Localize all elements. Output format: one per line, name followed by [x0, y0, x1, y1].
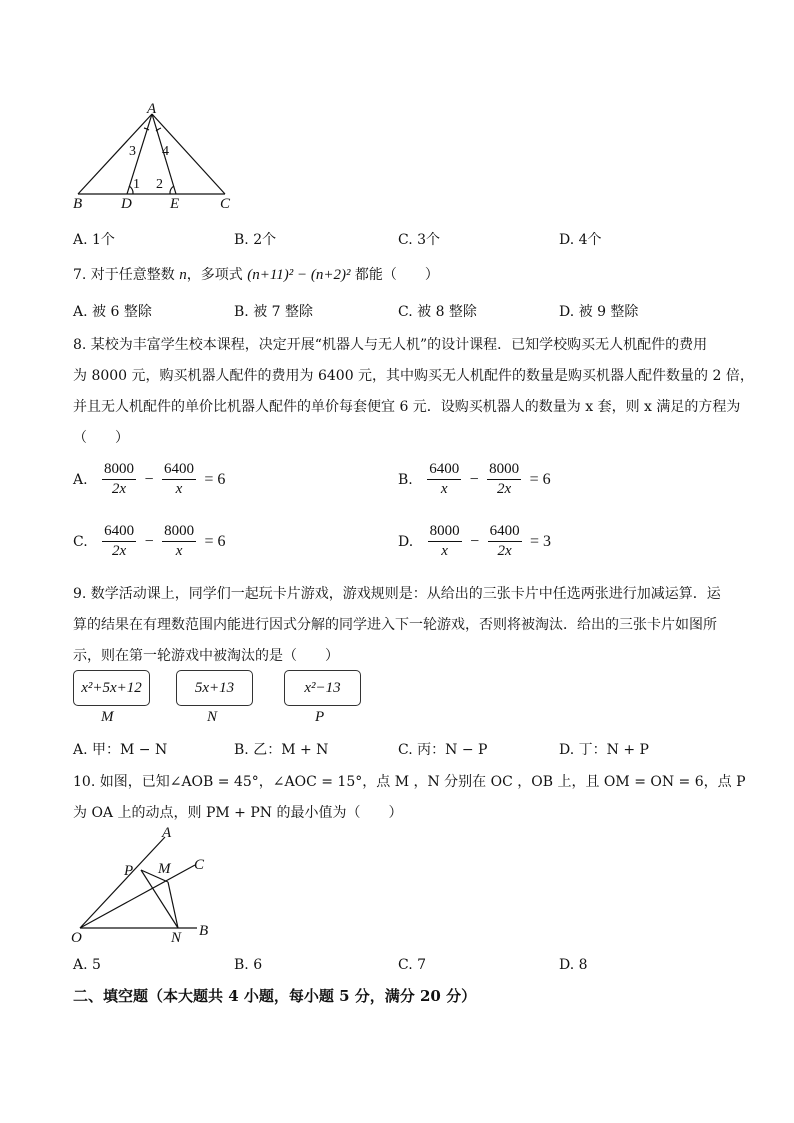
q8-line-2: 为 8000 元，购买机器人配件的费用为 6400 元，其中购买无人机配件的数量是购买机器人配件数量的 2 倍， — [73, 368, 754, 384]
card-m — [73, 670, 150, 706]
denominator: x — [175, 543, 183, 559]
denominator: 2x — [111, 481, 127, 497]
q6-option-b[interactable]: B. 2个 — [234, 232, 277, 248]
label-angle-1: 1 — [133, 177, 140, 192]
q7-expression: (n+11)² − (n+2)² — [247, 267, 351, 283]
q7-option-a[interactable]: A. 被 6 整除 — [73, 304, 152, 320]
q8-option-a-label: A. — [73, 471, 88, 488]
label-c: C — [220, 196, 231, 212]
equation-rhs: = 6 — [529, 470, 551, 488]
fraction — [162, 523, 196, 560]
label-d: D — [121, 196, 132, 212]
denominator: x — [175, 481, 183, 497]
numerator: 6400 — [162, 461, 196, 480]
card-n — [176, 670, 253, 706]
q8-option-b[interactable] — [398, 461, 553, 498]
q7-stem — [73, 264, 439, 284]
denominator: 2x — [112, 543, 127, 559]
numerator: 8000 — [162, 523, 196, 542]
numerator: 6400 — [427, 461, 461, 480]
fraction — [427, 461, 461, 498]
minus-sign: − — [144, 532, 154, 550]
q7-option-d[interactable]: D. 被 9 整除 — [559, 304, 639, 320]
q8-option-a[interactable] — [73, 461, 227, 498]
card-p — [284, 670, 361, 706]
fraction — [162, 461, 196, 498]
ray-oc — [80, 865, 195, 928]
q8-option-b-label: B. — [398, 471, 413, 488]
q7-stem-prefix: 7. 对于任意整数 — [73, 267, 175, 283]
q7-option-c[interactable]: C. 被 8 整除 — [398, 304, 477, 320]
denominator: x — [440, 481, 448, 497]
q10-line-1: 10. 如图，已知∠AOB = 45°，∠AOC = 15°，点 M ，N 分别在 OC ，OB 上，且 OM = ON = 6，点 P — [73, 774, 746, 790]
q7-stem-mid: ，多项式 — [186, 267, 243, 283]
q10-option-a[interactable]: A. 5 — [73, 957, 101, 973]
q6-option-d[interactable]: D. 4个 — [559, 232, 602, 248]
fraction — [102, 461, 136, 498]
q8-line-3: 并且无人机配件的单价比机器人配件的单价每套便宜 6 元．设购买机器人的数量为 x 套，则 x 满足的方程为 — [73, 399, 741, 415]
q10-line-2: 为 OA 上的动点，则 PM + PN 的最小值为（ ） — [73, 805, 403, 821]
line-ab — [78, 114, 152, 194]
q10-option-c[interactable]: C. 7 — [398, 957, 427, 973]
label-angle-3: 3 — [129, 144, 136, 159]
label-n: N — [171, 930, 182, 946]
q9-line-3: 示，则在第一轮游戏中被淘汰的是（ ） — [73, 648, 339, 664]
card-m-expression: x²+5x+12 — [81, 680, 142, 696]
numerator: 8000 — [102, 461, 136, 480]
q9-option-c[interactable]: C. 丙：N − P — [398, 742, 488, 758]
minus-sign: − — [144, 470, 154, 488]
ray-oa — [80, 837, 165, 928]
q6-option-a[interactable]: A. 1个 — [73, 232, 115, 248]
fraction — [487, 461, 521, 498]
denominator: x — [441, 543, 448, 559]
fraction — [102, 523, 136, 560]
q9-line-1: 9. 数学活动课上，同学们一起玩卡片游戏，游戏规则是：从给出的三张卡片中任选两张进行加减运算．运 — [73, 586, 721, 602]
card-p-expression: x²−13 — [304, 680, 341, 696]
numerator: 8000 — [487, 461, 521, 480]
q7-option-b[interactable]: B. 被 7 整除 — [234, 304, 313, 320]
q8-option-d[interactable] — [398, 523, 553, 560]
q7-stem-suffix: 都能（ ） — [354, 267, 439, 283]
q9-option-b[interactable]: B. 乙：M + N — [234, 742, 329, 758]
triangle-figure — [65, 100, 245, 215]
label-e: E — [170, 196, 180, 212]
numerator: 6400 — [488, 523, 522, 542]
card-n-label: N — [207, 709, 218, 725]
q6-option-c[interactable]: C. 3个 — [398, 232, 441, 248]
label-c: C — [194, 857, 205, 873]
fraction — [488, 523, 522, 560]
denominator: 2x — [497, 481, 512, 497]
q8-option-d-label: D. — [398, 533, 414, 550]
numerator: 8000 — [428, 523, 462, 542]
equation-rhs: = 6 — [204, 532, 226, 550]
q9-line-2: 算的结果在有理数范围内能进行因式分解的同学进入下一轮游戏，否则将被淘汰．给出的三张卡片如图所 — [73, 617, 717, 633]
label-angle-2: 2 — [156, 177, 163, 192]
fraction — [428, 523, 462, 560]
card-m-label: M — [101, 709, 114, 725]
q9-option-d[interactable]: D. 丁：N + P — [559, 742, 649, 758]
label-b: B — [199, 923, 209, 939]
angle-figure — [65, 822, 225, 947]
q9-option-a[interactable]: A. 甲：M − N — [73, 742, 168, 758]
equation-rhs: = 3 — [530, 532, 552, 550]
label-angle-4: 4 — [162, 144, 169, 159]
minus-sign: − — [470, 532, 480, 550]
equation-rhs: = 6 — [204, 470, 226, 488]
card-n-expression: 5x+13 — [194, 680, 235, 696]
label-p: P — [124, 863, 134, 879]
label-o: O — [71, 930, 82, 946]
section-heading: 二、填空题（本大题共 4 小题，每小题 5 分，满分 20 分） — [73, 987, 477, 1005]
q8-option-c-label: C. — [73, 533, 88, 550]
label-m: M — [158, 861, 171, 877]
card-p-label: P — [315, 709, 325, 725]
q8-line-1: 8. 某校为丰富学生校本课程，决定开展“机器人与无人机”的设计课程．已知学校购买无人机配件的费用 — [73, 337, 708, 353]
label-b: B — [73, 196, 83, 212]
q10-option-d[interactable]: D. 8 — [559, 957, 588, 973]
denominator: 2x — [497, 543, 512, 559]
q10-option-b[interactable]: B. 6 — [234, 957, 263, 973]
label-a: A — [147, 101, 157, 117]
label-a: A — [162, 825, 172, 841]
q8-line-4: （ ） — [73, 430, 129, 446]
q7-var-n: n — [179, 267, 187, 283]
numerator: 6400 — [102, 523, 136, 542]
q8-option-c[interactable] — [73, 523, 228, 560]
minus-sign: − — [469, 470, 479, 488]
